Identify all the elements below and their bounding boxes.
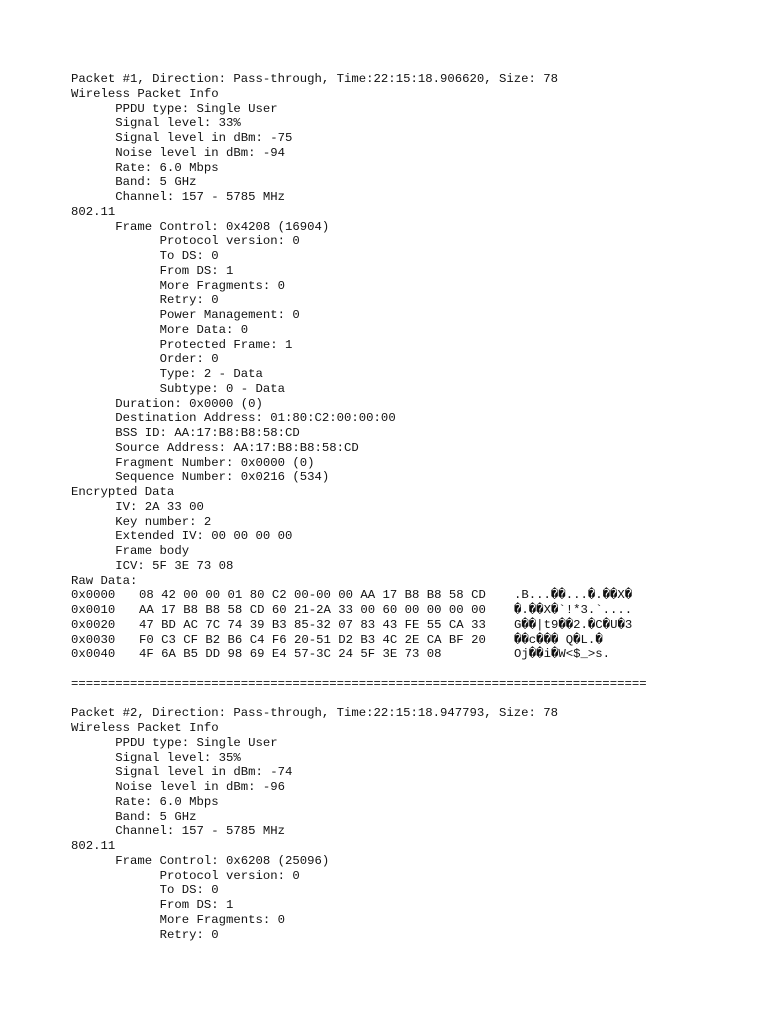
frame-control-field: Retry: 0 — [159, 927, 219, 942]
dot11-field: Source Address: AA:17:B8:B8:58:CD — [115, 440, 359, 455]
raw-hex: 4F 6A B5 DD 98 69 E4 57-3C 24 5F 3E 73 08 — [139, 647, 442, 662]
frame-control-field: Order: 0 — [159, 352, 219, 367]
raw-data-row — [71, 633, 647, 648]
dot11-field: Destination Address: 01:80:C2:00:00:00 — [115, 411, 396, 426]
wireless-field: Signal level in dBm: -75 — [115, 131, 293, 145]
raw-ascii: G��|t9��2.�C�U�3 — [514, 617, 633, 632]
raw-data-row — [71, 618, 647, 633]
wireless-field: PPDU type: Single User — [115, 101, 278, 116]
dot11-field: Sequence Number: 0x0216 (534) — [115, 470, 330, 485]
wireless-field: Signal level in dBm: -74 — [115, 765, 293, 780]
blank-line — [71, 662, 647, 677]
section-title-wireless: Wireless Packet Info — [71, 86, 219, 101]
frame-control-field: To DS: 0 — [159, 249, 219, 263]
raw-hex: 47 BD AC 7C 74 39 B3 85-32 07 83 43 FE 55 CA 33 — [139, 617, 486, 632]
frame-control-field: From DS: 1 — [159, 263, 234, 278]
wireless-field: Noise level in dBm: -94 — [115, 145, 286, 160]
raw-data-row — [71, 603, 647, 618]
frame-control-field: Retry: 0 — [159, 293, 219, 308]
raw-offset: 0x0020 — [71, 617, 116, 632]
section-title-80211: 802.11 — [71, 839, 116, 853]
wireless-field: Signal level: 33% — [115, 116, 241, 131]
encrypted-field: Frame body — [115, 544, 190, 558]
section-title-encrypted: Encrypted Data — [71, 485, 175, 499]
wireless-field: Rate: 6.0 Mbps — [115, 160, 219, 175]
frame-control-field: Protected Frame: 1 — [159, 337, 293, 352]
frame-control-field: Power Management: 0 — [159, 308, 300, 322]
section-title-raw: Raw Data: — [71, 573, 138, 588]
encrypted-field: Extended IV: 00 00 00 00 — [115, 529, 293, 544]
frame-control-field: Subtype: 0 - Data — [159, 381, 286, 396]
encrypted-field: IV: 2A 33 00 — [115, 499, 204, 514]
frame-control-field: More Fragments: 0 — [159, 278, 286, 293]
raw-ascii: ��c��� Q�L.� — [514, 632, 603, 647]
raw-offset: 0x0010 — [71, 603, 116, 617]
dot11-field: Fragment Number: 0x0000 (0) — [115, 455, 315, 470]
frame-control-field: Type: 2 - Data — [159, 367, 263, 381]
frame-control-field: More Fragments: 0 — [159, 912, 286, 927]
raw-ascii: �.��X�`!*3.`.... — [514, 603, 633, 617]
raw-data-row — [71, 647, 647, 662]
frame-control-field: Protocol version: 0 — [159, 868, 300, 883]
raw-offset: 0x0000 — [71, 588, 116, 603]
wireless-field: PPDU type: Single User — [115, 735, 278, 750]
raw-data-row — [71, 588, 647, 603]
frame-control: Frame Control: 0x4208 (16904) — [115, 219, 330, 234]
raw-ascii: Oj��i�W<$_>s. — [514, 647, 611, 662]
frame-control-field: Protocol version: 0 — [159, 234, 300, 249]
encrypted-field: ICV: 5F 3E 73 08 — [115, 558, 234, 573]
wireless-field: Band: 5 GHz — [115, 175, 197, 190]
wireless-field: Channel: 157 - 5785 MHz — [115, 824, 286, 839]
packet-header: Packet #2, Direction: Pass-through, Time:22:15:18.947793, Size: 78 — [71, 706, 559, 721]
section-title-80211: 802.11 — [71, 204, 116, 219]
frame-control-field: More Data: 0 — [159, 322, 249, 337]
frame-control: Frame Control: 0x6208 (25096) — [115, 853, 330, 868]
packet-header: Packet #1, Direction: Pass-through, Time:22:15:18.906620, Size: 78 — [71, 72, 559, 86]
wireless-field: Channel: 157 - 5785 MHz — [115, 190, 286, 204]
blank-line — [71, 692, 647, 707]
frame-control-field: To DS: 0 — [159, 883, 219, 898]
encrypted-field: Key number: 2 — [115, 514, 212, 529]
wireless-field: Noise level in dBm: -96 — [115, 780, 286, 794]
raw-hex: AA 17 B8 B8 58 CD 60 21-2A 33 00 60 00 00 00 00 — [139, 603, 486, 617]
frame-control-field: From DS: 1 — [159, 898, 234, 912]
raw-offset: 0x0040 — [71, 647, 116, 662]
wireless-field: Band: 5 GHz — [115, 809, 197, 824]
section-title-wireless: Wireless Packet Info — [71, 721, 219, 735]
raw-hex: F0 C3 CF B2 B6 C4 F6 20-51 D2 B3 4C 2E CA BF 20 — [139, 632, 486, 647]
wireless-field: Signal level: 35% — [115, 750, 241, 765]
wireless-field: Rate: 6.0 Mbps — [115, 794, 219, 809]
dot11-field: Duration: 0x0000 (0) — [115, 396, 263, 411]
raw-offset: 0x0030 — [71, 632, 116, 647]
packet-separator: ============================================================================== — [71, 676, 647, 691]
raw-ascii: .B...��...�.��X� — [514, 588, 633, 603]
dot11-field: BSS ID: AA:17:B8:B8:58:CD — [115, 426, 300, 440]
packet-log — [71, 72, 647, 942]
raw-hex: 08 42 00 00 01 80 C2 00-00 00 AA 17 B8 B8 58 CD — [139, 588, 486, 603]
